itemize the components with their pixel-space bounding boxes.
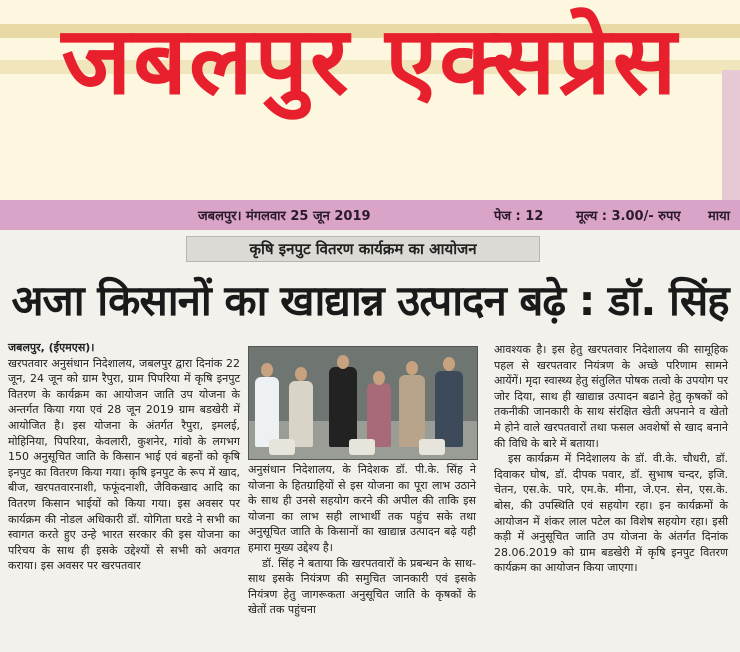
photo-person — [289, 381, 313, 447]
article-paragraph: खरपतवार अनुसंधान निदेशालय, जबलपुर द्वारा दिनांक 22 जून, 24 जून को ग्राम रैपुरा, ग्राम पिपरिया में कृषि इनपुट वितरण के कार्यक्रम का आयोजन जाति उप योजना के अन्तर्गत किया गया एवं 28 जून 2019 ग्राम बडखेरी में आयोजित है। इस योजना के अंतर्गत रैपुरा, इमलई, मोहिनिया, पिपरिया, केवलारी, कुशनेर, गांवो के लगभग 150 अनुसूचित जाति के किसान भाई एवं बहनों को कृषि इनपुट का वितरण किया गया। कृषि इनपुट के रूप में खाद, बीज, खरपतवारनाशी, फफूंदनाशी, जैविकखाद आदि का वितरण किसान भाईयों को किया गया। इस अवसर पर कार्यक्रम की नोडल अधिकारी डॉ. योगिता घरडे ने सभी का स्वागत करते हुए उन्हे भारत सरकार की इस योजना का परिचय के साथ ही इसके उद्देश्यों से सभी को अवगत कराया। इस अवसर पर खरपतवार — [8, 356, 240, 573]
event-photo — [248, 346, 478, 460]
article-paragraph: आवश्यक है। इस हेतु खरपतवार निदेशालय की सामूहिक पहल से खरपतवार नियंत्रण के अच्छे परिणाम सामने आयेंगें। मृदा स्वास्थ्य हेतु संतुलित पोषक तत्वो के उपयोग पर जोर दिया, साथ ही खाद्यान्न उत्पादन बढाने हेतु कृषकों को तकनीकी जानकारी के साथ संरक्षित खेती अपनाने व खेतो मे होने वाले खरपतवारों तथा फसल अवशेषों से खाद बनाने की विधि के बारे में बताया। — [494, 343, 728, 450]
photo-head — [406, 361, 418, 375]
photo-person — [329, 367, 357, 447]
article-column-1 — [8, 340, 240, 574]
kicker-text: कृषि इनपुट वितरण कार्यक्रम का आयोजन — [249, 240, 477, 258]
dateline-page: पेज : 12 — [494, 209, 544, 224]
photo-sack — [419, 439, 445, 455]
article-column-3 — [494, 342, 728, 576]
photo-head — [261, 363, 273, 377]
kicker-box — [186, 236, 540, 262]
photo-person — [399, 375, 425, 447]
masthead — [0, 0, 740, 200]
newspaper-title: जबलपुर एक्सप्रेस — [61, 7, 679, 116]
byline: जबलपुर, (ईएमएस)। — [8, 341, 95, 354]
dateline-city-date: जबलपुर। मंगलवार 25 जून 2019 — [198, 209, 371, 224]
photo-person — [435, 371, 463, 447]
masthead-right-edge — [722, 70, 740, 200]
article-paragraph: इस कार्यक्रम में निदेशालय के डॉ. वी.के. चौधरी, डॉ. दिवाकर घोष, डॉ. दीपक पवार, डॉ. सुभाष चन्दर, इजि. चेतन, एस.के. पारे, एम.के. मीना, जे.एन. सेन, एस.के. बोस, की उपस्थिति एवं सहयोग रहा। इन कार्यक्रमों के आयोजन में शंकर लाल पटेल का विशेष सहयोग रहा। इसी कड़ी में अनुसूचित जाति उप योजना के अंतर्गत दिनांक 28.06.2019 को ग्राम बडखेरी में कृषि इनपुट वितरण कार्यक्रम का आयोजन किया जाएगा। — [494, 452, 728, 575]
article-column-2 — [248, 462, 476, 618]
article-paragraph: अनुसंधान निदेशालय, के निदेशक डॉ. पी.के. सिंह ने योजना के हितग्राहियों से इस योजना का पूरा लाभ उठाने के साथ ही उनसे सहयोग करने की अपील की ताकि इस योजना का लाभ सही लाभार्थी तक पहुंच सके तथा अनुसूचित जाति के किसानों का खाद्यान्न उत्पादन बढ़े यही हमारा मुख्य उद्देश्य है। — [248, 463, 476, 554]
dateline-bar — [0, 200, 740, 230]
dateline-right-cut: माया — [708, 209, 731, 224]
photo-sack — [349, 439, 375, 455]
dateline-price: मूल्य : 3.00/- रुपए — [576, 209, 681, 224]
photo-head — [337, 355, 349, 369]
headline: अजा किसानों का खाद्यान्न उत्पादन बढ़े : डॉ. सिंह — [11, 276, 729, 325]
article-paragraph: डॉ. सिंह ने बताया कि खरपतवारों के प्रबन्धन के साथ- साथ इसके नियंत्रण की समुचित जानकारी एवं इसके नियंत्रण हेतु जागरूकता अनुसूचित जाति के कृषकों के खेतों तक पहुंचना — [248, 556, 476, 617]
photo-sack — [269, 439, 295, 455]
photo-head — [295, 367, 307, 381]
photo-head — [443, 357, 455, 371]
photo-person — [255, 377, 279, 447]
photo-head — [373, 371, 385, 385]
photo-person — [367, 383, 391, 447]
